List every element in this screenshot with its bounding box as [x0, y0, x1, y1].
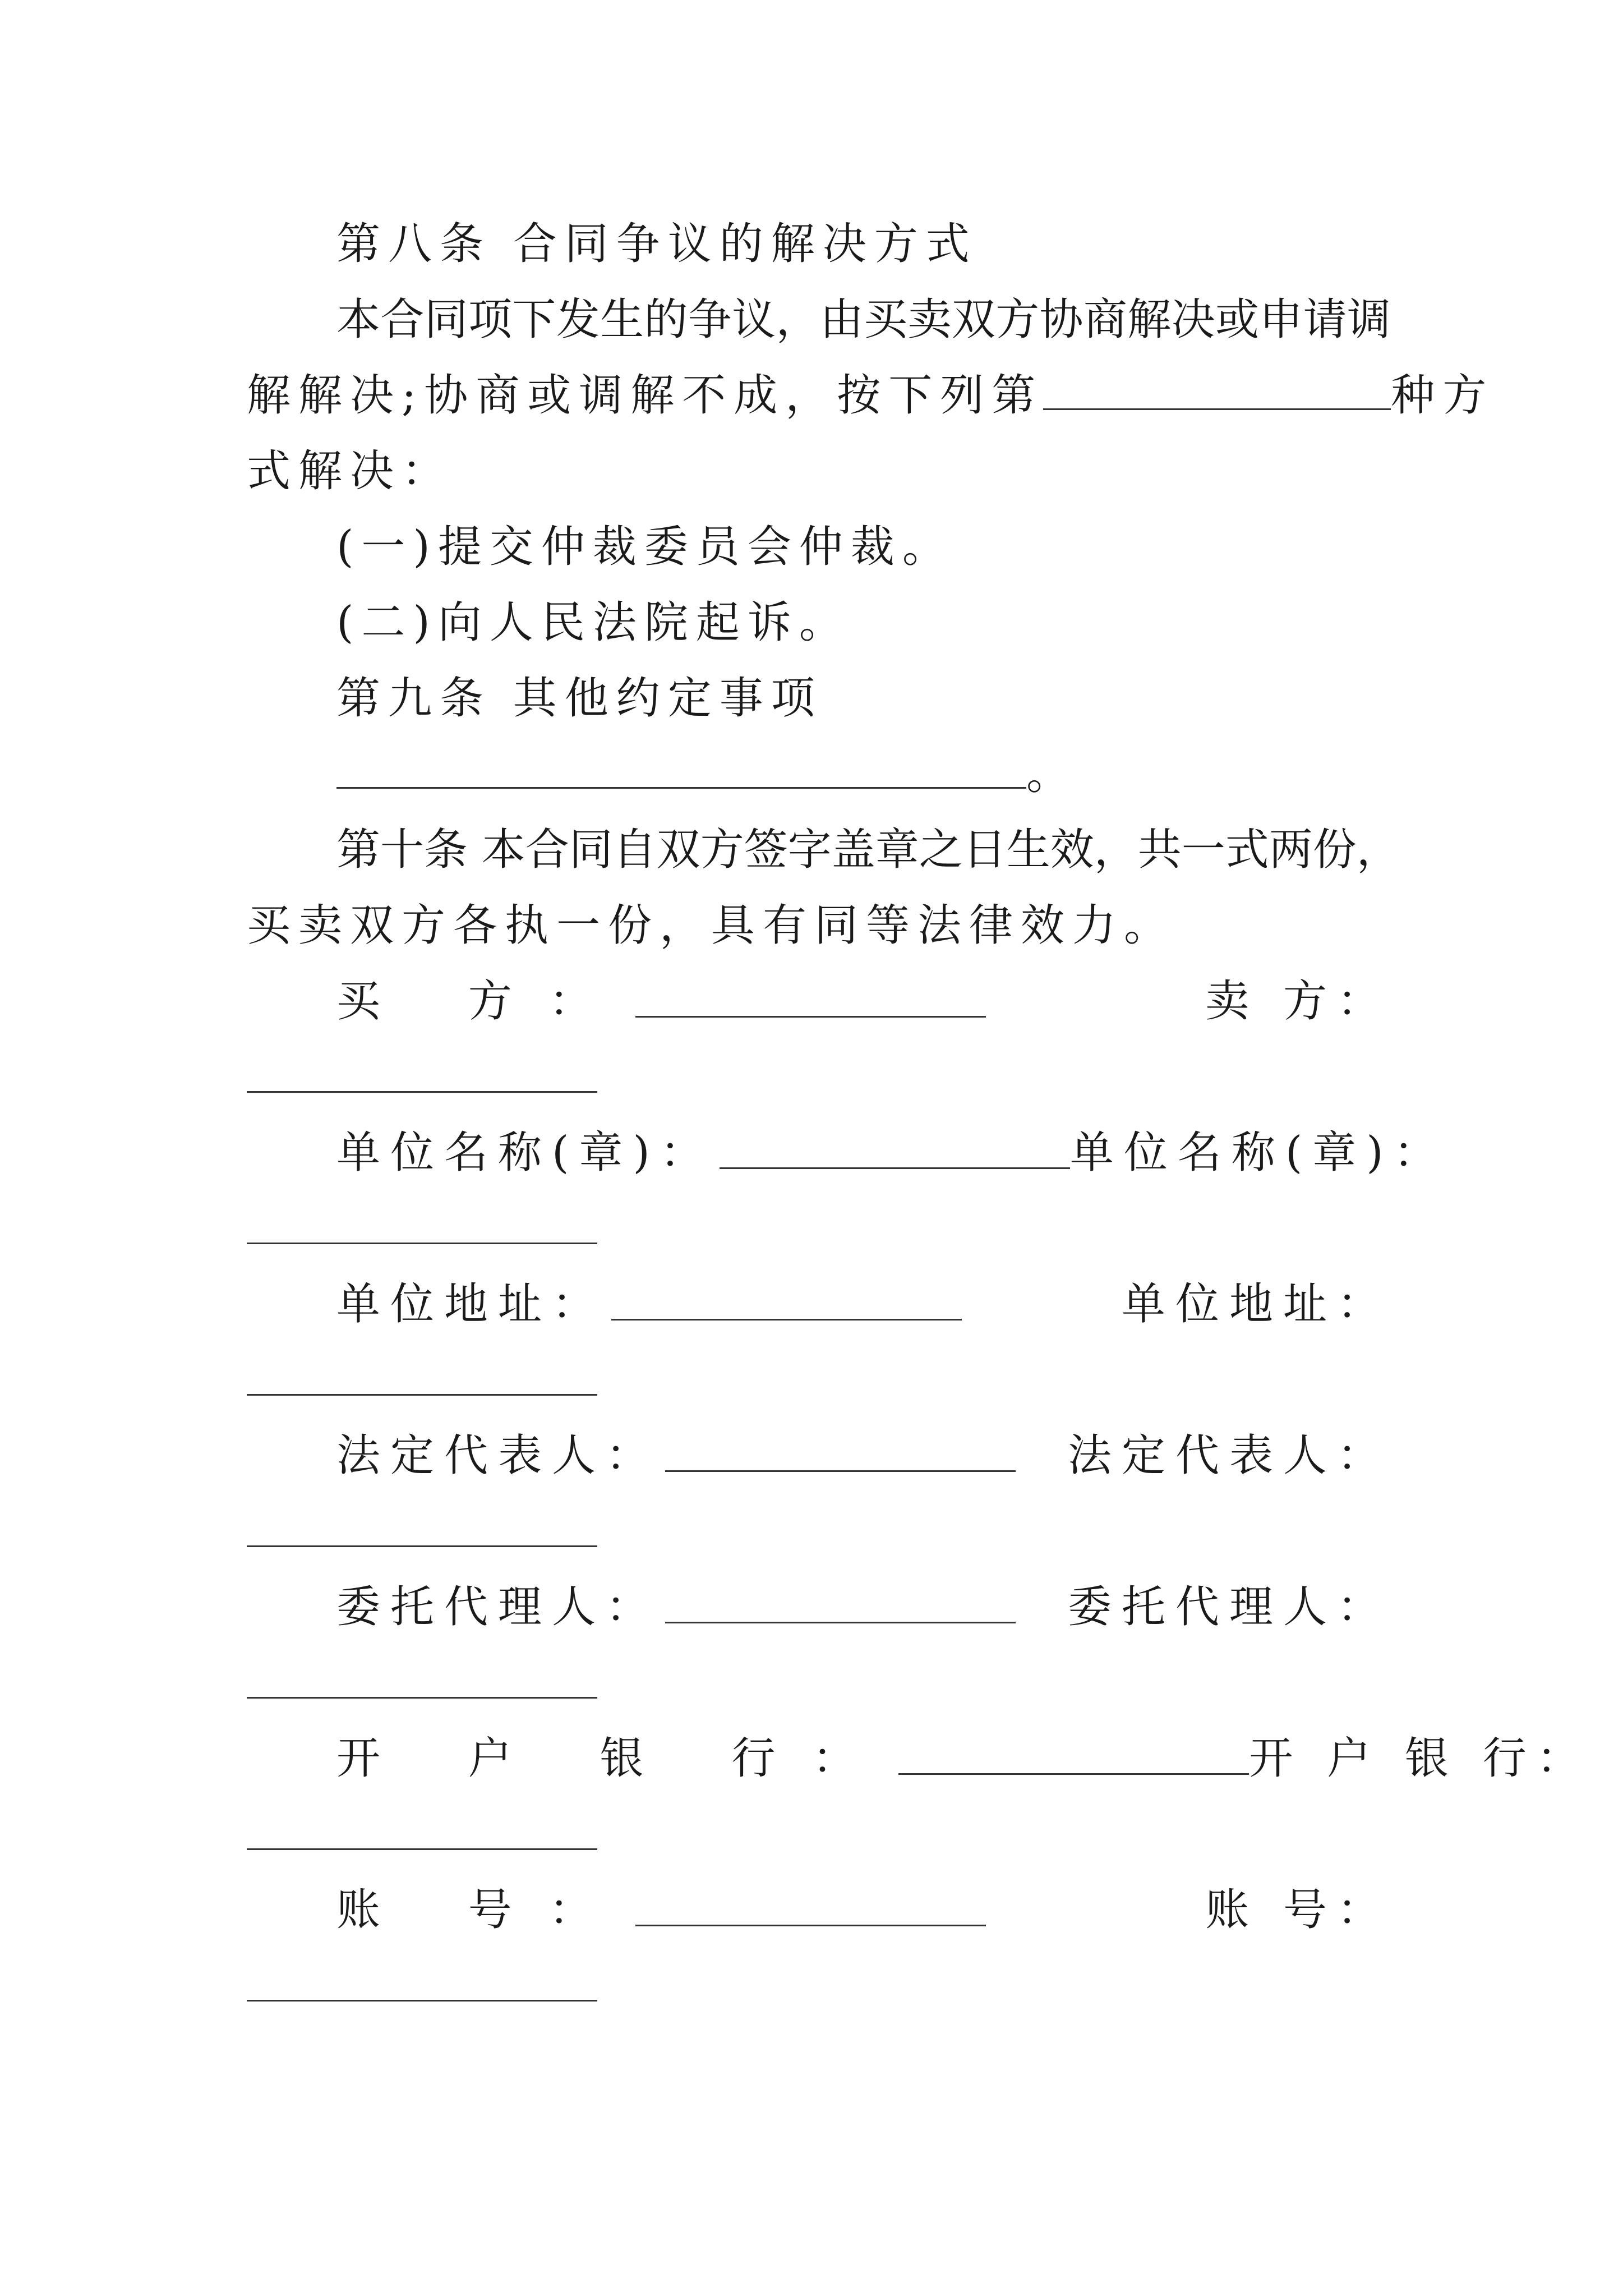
seller-legal-rep-label: 法定代表人： — [1067, 1430, 1391, 1481]
article-8-paragraph-line-3: 式解决： — [247, 446, 454, 496]
buyer-seller-row — [336, 970, 1391, 1032]
buyer-legal-rep-label: 法定代表人： — [336, 1430, 660, 1481]
seller-blank[interactable] — [247, 1091, 597, 1093]
unit-name-row — [336, 1122, 1447, 1184]
account-row — [336, 1879, 1391, 1941]
other-matters-line — [336, 743, 1391, 805]
buyer-agent-label: 委托代理人： — [336, 1582, 660, 1632]
article-8-title: 第八条 合同争议的解决方式 — [336, 219, 978, 269]
seller-unit-name-blank[interactable] — [247, 1243, 597, 1244]
buyer-account-blank[interactable] — [635, 1925, 986, 1926]
seller-bank-label: 开 户 银 行： — [1249, 1733, 1590, 1784]
buyer-agent-blank[interactable] — [665, 1622, 1016, 1623]
buyer-unit-name-blank[interactable] — [720, 1167, 1070, 1169]
seller-legal-rep-blank[interactable] — [247, 1545, 597, 1547]
method-number-blank[interactable] — [1043, 368, 1391, 410]
address-row — [336, 1273, 1391, 1335]
seller-address-label: 单位地址： — [1121, 1279, 1391, 1329]
buyer-unit-name-label: 单位名称(章)： — [336, 1128, 714, 1178]
bank-row — [336, 1728, 1590, 1789]
legal-rep-row — [336, 1425, 1391, 1487]
other-matters-end: 。 — [1026, 749, 1078, 799]
seller-account-label: 账 号： — [1205, 1885, 1391, 1935]
article-8-paragraph-text: 解解决;协商或调解不成，按下列第 — [247, 370, 1044, 421]
buyer-address-blank[interactable] — [611, 1319, 962, 1320]
buyer-bank-label: 开 户 银 行： — [336, 1733, 893, 1784]
article-9-title: 第九条 其他约定事项 — [336, 673, 823, 724]
buyer-blank[interactable] — [635, 1016, 986, 1018]
seller-label: 卖 方： — [1205, 976, 1391, 1027]
article-8-paragraph-text-end: 种方 — [1391, 370, 1495, 421]
option-court: (二)向人民法院起诉。 — [336, 597, 851, 648]
buyer-account-label: 账 号： — [336, 1885, 630, 1935]
seller-agent-label: 委托代理人： — [1067, 1582, 1391, 1632]
option-arbitration: (一)提交仲裁委员会仲裁。 — [336, 522, 954, 572]
buyer-address-label: 单位地址： — [336, 1279, 606, 1329]
other-matters-blank[interactable] — [336, 747, 1026, 789]
article-10-line-2: 买卖双方各执一份，具有同等法律效力。 — [247, 900, 1176, 951]
buyer-label: 买 方： — [336, 976, 630, 1027]
agent-row — [336, 1576, 1391, 1638]
article-8-paragraph-line-2 — [247, 365, 1495, 426]
seller-agent-blank[interactable] — [247, 1697, 597, 1699]
buyer-legal-rep-blank[interactable] — [665, 1470, 1016, 1472]
seller-unit-name-label: 单位名称(章)： — [1069, 1128, 1447, 1178]
article-10-line-1: 第十条 本合同自双方签字盖章之日生效，共一式两份， — [336, 825, 1400, 875]
buyer-bank-blank[interactable] — [898, 1773, 1249, 1775]
seller-address-blank[interactable] — [247, 1394, 597, 1396]
seller-account-blank[interactable] — [247, 2000, 597, 2001]
seller-bank-blank[interactable] — [247, 1848, 597, 1850]
article-8-paragraph-line-1: 本合同项下发生的争议，由买卖双方协商解决或申请调 — [336, 295, 1391, 345]
